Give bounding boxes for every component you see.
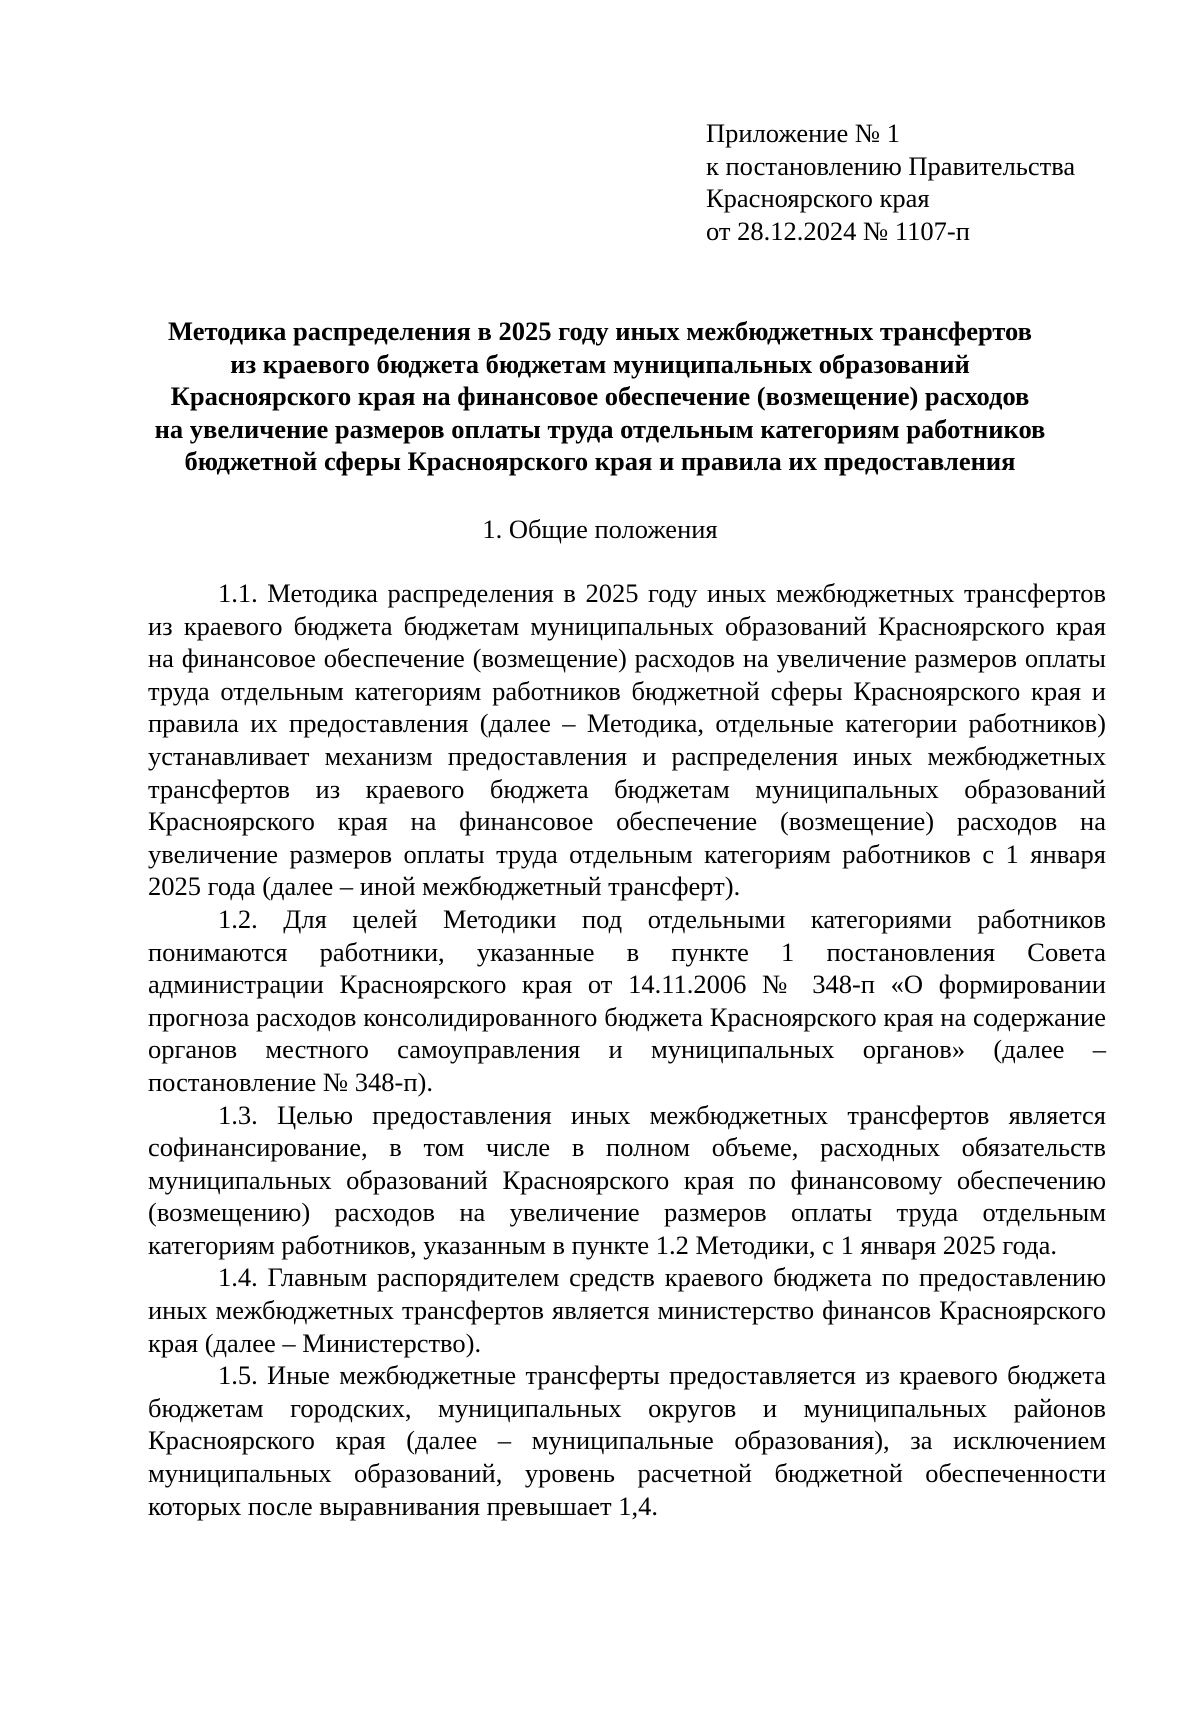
paragraph-1-4: 1.4. Главным распорядителем средств краевого бюджета по предоставлению иных межбюджетных трансфертов является министерство финансов Красноярского края (далее – Министерство). <box>148 1262 1106 1358</box>
title-line: Методика распределения в 2025 году иных межбюджетных трансфертов <box>168 316 1032 346</box>
section-heading: 1. Общие положения <box>482 514 718 544</box>
paragraph-1-3: 1.3. Целью предоставления иных межбюджетных трансфертов является софинансирование, в том числе в полном объеме, расходных обязательств муниципальных образований Красноярского края по финансовому обеспечению (возмещению) расходов на увеличение размеров оплаты труда отдельным категориям работников, указанным в пункте 1.2 Методики, с 1 января 2025 года. <box>148 1099 1106 1260</box>
appendix-line-region: Красноярского края <box>706 183 930 213</box>
title-line: Красноярского края на финансовое обеспечение (возмещение) расходов <box>170 381 1030 411</box>
appendix-line-date: от 28.12.2024 № 1107-п <box>706 215 970 246</box>
paragraph-1-2: 1.2. Для целей Методики под отдельными категориями работников понимаются работники, указанные в пункте 1 постановления Совета администрации Красноярского края от 14.11.2006 № 348-п «О формировании прогноза расходов консолидированного бюджета Красноярского края на содержание органов местного самоуправления и муниципальных органов» (далее – постановление № 348-п). <box>148 903 1106 1097</box>
document-title <box>130 315 1070 478</box>
paragraph-1-5: 1.5. Иные межбюджетные трансферты предоставляется из краевого бюджета бюджетам городских, муниципальных округов и муниципальных районов Красноярского края (далее – муниципальные образования), за исключением муниципальных образований, уровень расчетной бюджетной обеспеченности которых после выравнивания превышает 1,4. <box>148 1360 1106 1521</box>
appendix-reference <box>706 117 1146 247</box>
section-body <box>148 577 1106 1522</box>
appendix-line-number: Приложение № 1 <box>706 118 901 148</box>
title-line: на увеличение размеров оплаты труда отдельным категориям работников <box>154 413 1046 444</box>
paragraph-1-1: 1.1. Методика распределения в 2025 году иных межбюджетных трансфертов из краевого бюджета бюджетам муниципальных образований Красноярского края на финансовое обеспечение (возмещение) расходов на увеличение размеров оплаты труда отдельным категориям работников бюджетной сферы Красноярского края и правила их предоставления (далее – Методика, отдельные категории работников) устанавливает механизм предоставления и распределения иных межбюджетных трансфертов из краевого бюджета бюджетам муниципальных образований Красноярского края на финансовое обеспечение (возмещение) расходов на увеличение размеров оплаты труда отдельным категориям работников с 1 января 2025 года (далее – иной межбюджетный трансферт). <box>148 578 1106 902</box>
title-line: из краевого бюджета бюджетам муниципальных образований <box>230 348 970 379</box>
title-line: бюджетной сферы Красноярского края и правила их предоставления <box>184 446 1016 476</box>
appendix-line-resolution: к постановлению Правительства <box>706 150 1076 181</box>
